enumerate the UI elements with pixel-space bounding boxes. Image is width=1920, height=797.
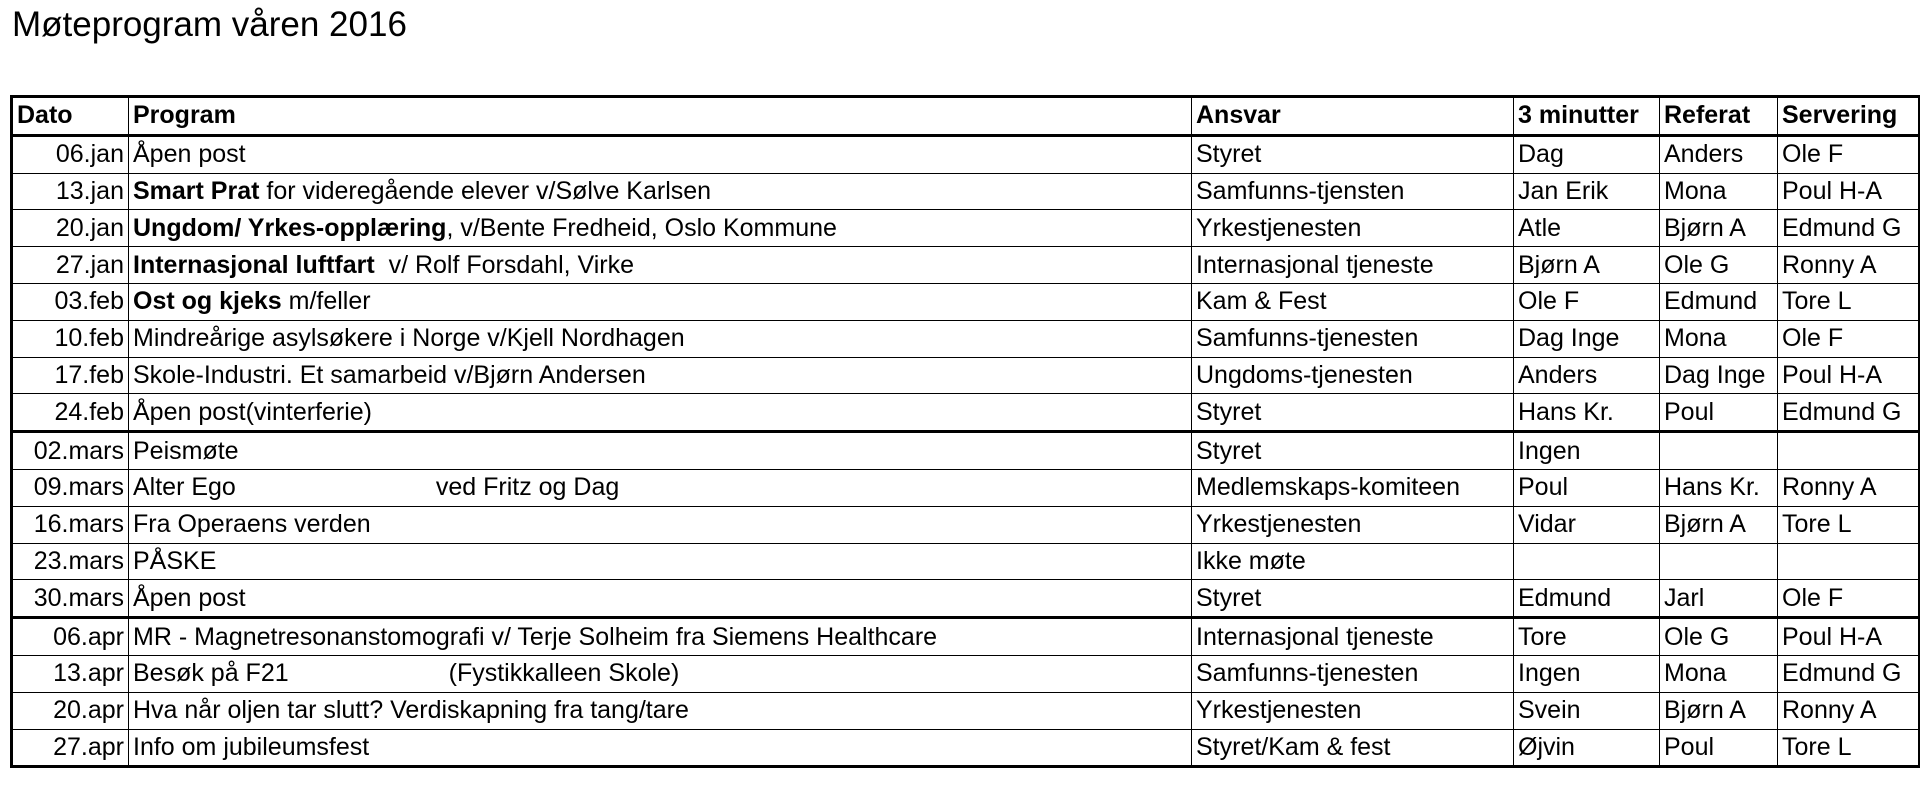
row-date: 02.mars: [12, 432, 129, 470]
row-program: [129, 247, 1192, 284]
row-program: [129, 469, 1192, 506]
row-minutes: Bjørn A: [1660, 692, 1778, 729]
row-program: [129, 729, 1192, 767]
table-row: [12, 692, 1920, 729]
row-three-minutes: Edmund: [1514, 580, 1660, 618]
row-serving: Poul H-A: [1778, 357, 1920, 394]
row-three-minutes: Poul: [1514, 469, 1660, 506]
row-date: 20.jan: [12, 210, 129, 247]
program-text: v/ Rolf Forsdahl, Virke: [374, 250, 635, 279]
row-program: [129, 543, 1192, 580]
row-responsible: Kam & Fest: [1192, 283, 1514, 320]
row-serving: Edmund G: [1778, 394, 1920, 432]
row-date: 20.apr: [12, 692, 129, 729]
row-responsible: Samfunns-tjensten: [1192, 173, 1514, 210]
row-responsible: Yrkestjenesten: [1192, 210, 1514, 247]
meeting-schedule-table: [10, 95, 1920, 768]
row-serving: Tore L: [1778, 729, 1920, 767]
program-extra: ved Fritz og Dag: [435, 473, 620, 502]
table-row: [12, 469, 1920, 506]
row-responsible: Styret: [1192, 135, 1514, 173]
row-program: [129, 692, 1192, 729]
row-responsible: Styret: [1192, 432, 1514, 470]
row-serving: Poul H-A: [1778, 173, 1920, 210]
row-serving: Tore L: [1778, 283, 1920, 320]
row-serving: Ole F: [1778, 320, 1920, 357]
header-serving: Servering: [1778, 97, 1920, 136]
header-program: Program: [129, 97, 1192, 136]
row-minutes: Ole G: [1660, 618, 1778, 656]
row-date: 27.apr: [12, 729, 129, 767]
row-date: 06.jan: [12, 135, 129, 173]
row-responsible: Styret: [1192, 580, 1514, 618]
program-text: Åpen post: [133, 583, 246, 612]
row-date: 27.jan: [12, 247, 129, 284]
table-row: [12, 320, 1920, 357]
row-date: 30.mars: [12, 580, 129, 618]
row-three-minutes: [1514, 543, 1660, 580]
row-minutes: Poul: [1660, 394, 1778, 432]
program-text: Hva når oljen tar slutt? Verdiskapning fra tang/tare: [133, 696, 689, 725]
row-minutes: Dag Inge: [1660, 357, 1778, 394]
row-program: [129, 173, 1192, 210]
row-minutes: Poul: [1660, 729, 1778, 767]
row-responsible: Samfunns-tjenesten: [1192, 655, 1514, 692]
row-three-minutes: Atle: [1514, 210, 1660, 247]
row-three-minutes: Vidar: [1514, 506, 1660, 543]
table-row: [12, 210, 1920, 247]
row-program: [129, 618, 1192, 656]
row-serving: Edmund G: [1778, 210, 1920, 247]
program-text: Åpen post(vinterferie): [133, 397, 373, 426]
row-three-minutes: Tore: [1514, 618, 1660, 656]
row-minutes: [1660, 432, 1778, 470]
row-date: 13.jan: [12, 173, 129, 210]
row-responsible: Internasjonal tjeneste: [1192, 618, 1514, 656]
row-date: 16.mars: [12, 506, 129, 543]
row-three-minutes: Jan Erik: [1514, 173, 1660, 210]
row-date: 17.feb: [12, 357, 129, 394]
row-program: [129, 432, 1192, 470]
program-text: Skole-Industri. Et samarbeid v/Bjørn Andersen: [133, 360, 646, 389]
program-text: , v/Bente Fredheid, Oslo Kommune: [446, 213, 837, 242]
row-program: [129, 283, 1192, 320]
table-header-row: [12, 97, 1920, 136]
row-minutes: Anders: [1660, 135, 1778, 173]
row-three-minutes: Ingen: [1514, 432, 1660, 470]
program-text: Info om jubileumsfest: [133, 732, 370, 761]
row-three-minutes: Dag: [1514, 135, 1660, 173]
row-responsible: Ungdoms-tjenesten: [1192, 357, 1514, 394]
row-serving: Ole F: [1778, 135, 1920, 173]
row-serving: [1778, 543, 1920, 580]
row-date: 13.apr: [12, 655, 129, 692]
row-minutes: Ole G: [1660, 247, 1778, 284]
row-minutes: Mona: [1660, 173, 1778, 210]
row-minutes: Mona: [1660, 320, 1778, 357]
table-row: [12, 394, 1920, 432]
program-text: Alter Ego: [133, 473, 236, 502]
program-text: for videregående elever v/Sølve Karlsen: [259, 176, 712, 205]
header-date: Dato: [12, 97, 129, 136]
table-row: [12, 357, 1920, 394]
program-text: Besøk på F21: [133, 659, 289, 688]
row-program: [129, 655, 1192, 692]
row-serving: Poul H-A: [1778, 618, 1920, 656]
program-text: PÅSKE: [133, 546, 217, 575]
header-three-minutes: 3 minutter: [1514, 97, 1660, 136]
header-responsible: Ansvar: [1192, 97, 1514, 136]
table-row: [12, 655, 1920, 692]
row-three-minutes: Øjvin: [1514, 729, 1660, 767]
table-row: [12, 506, 1920, 543]
table-row: [12, 173, 1920, 210]
table-row: [12, 135, 1920, 173]
row-serving: Ole F: [1778, 580, 1920, 618]
row-date: 24.feb: [12, 394, 129, 432]
program-highlight: Smart Prat: [133, 176, 260, 205]
row-date: 06.apr: [12, 618, 129, 656]
row-minutes: Bjørn A: [1660, 210, 1778, 247]
program-text: MR - Magnetresonanstomografi v/ Terje Solheim fra Siemens Healthcare: [133, 622, 938, 651]
program-text: Åpen post: [133, 140, 246, 169]
page-title: Møteprogram våren 2016: [12, 5, 407, 44]
row-three-minutes: Bjørn A: [1514, 247, 1660, 284]
row-program: [129, 320, 1192, 357]
program-highlight: Ost og kjeks: [133, 287, 282, 316]
row-responsible: Styret/Kam & fest: [1192, 729, 1514, 767]
row-responsible: Ikke møte: [1192, 543, 1514, 580]
row-responsible: Medlemskaps-komiteen: [1192, 469, 1514, 506]
row-date: 10.feb: [12, 320, 129, 357]
table-row: [12, 618, 1920, 656]
row-date: 23.mars: [12, 543, 129, 580]
row-serving: Ronny A: [1778, 692, 1920, 729]
row-responsible: Yrkestjenesten: [1192, 506, 1514, 543]
program-highlight: Ungdom/ Yrkes-opplæring: [133, 213, 447, 242]
row-program: [129, 357, 1192, 394]
row-serving: Ronny A: [1778, 247, 1920, 284]
row-program: [129, 135, 1192, 173]
row-serving: Tore L: [1778, 506, 1920, 543]
row-date: 03.feb: [12, 283, 129, 320]
table-row: [12, 283, 1920, 320]
row-responsible: Samfunns-tjenesten: [1192, 320, 1514, 357]
program-extra: (Fystikkalleen Skole): [448, 659, 680, 688]
row-program: [129, 394, 1192, 432]
row-program: [129, 506, 1192, 543]
row-three-minutes: Ingen: [1514, 655, 1660, 692]
row-responsible: Internasjonal tjeneste: [1192, 247, 1514, 284]
row-program: [129, 210, 1192, 247]
row-three-minutes: Dag Inge: [1514, 320, 1660, 357]
table-row: [12, 580, 1920, 618]
row-serving: [1778, 432, 1920, 470]
table-row: [12, 729, 1920, 767]
row-three-minutes: Anders: [1514, 357, 1660, 394]
row-minutes: Jarl: [1660, 580, 1778, 618]
program-text: Mindreårige asylsøkere i Norge v/Kjell Nordhagen: [133, 324, 685, 353]
table-row: [12, 247, 1920, 284]
table-row: [12, 432, 1920, 470]
row-serving: Ronny A: [1778, 469, 1920, 506]
program-text: m/feller: [281, 287, 371, 316]
row-three-minutes: Svein: [1514, 692, 1660, 729]
row-responsible: Yrkestjenesten: [1192, 692, 1514, 729]
row-three-minutes: Ole F: [1514, 283, 1660, 320]
row-program: [129, 580, 1192, 618]
program-text: Peismøte: [133, 436, 239, 465]
program-highlight: Internasjonal luftfart: [133, 250, 375, 279]
program-text: Fra Operaens verden: [133, 510, 371, 539]
row-minutes: Bjørn A: [1660, 506, 1778, 543]
header-minutes: Referat: [1660, 97, 1778, 136]
row-minutes: Hans Kr.: [1660, 469, 1778, 506]
row-date: 09.mars: [12, 469, 129, 506]
row-three-minutes: Hans Kr.: [1514, 394, 1660, 432]
row-minutes: Edmund: [1660, 283, 1778, 320]
row-responsible: Styret: [1192, 394, 1514, 432]
row-minutes: [1660, 543, 1778, 580]
table-row: [12, 543, 1920, 580]
row-minutes: Mona: [1660, 655, 1778, 692]
row-serving: Edmund G: [1778, 655, 1920, 692]
